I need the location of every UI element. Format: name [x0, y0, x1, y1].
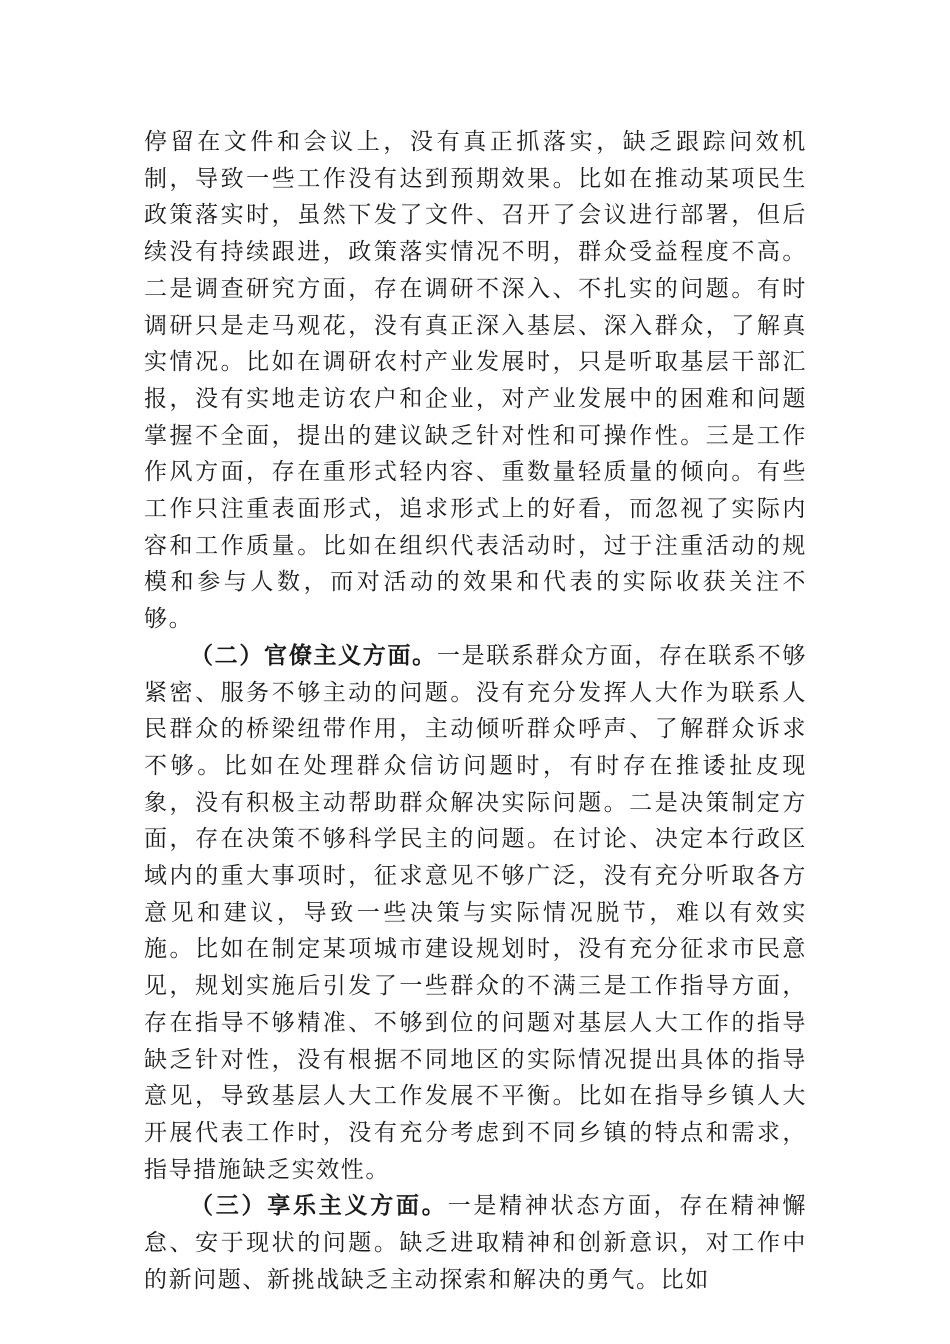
- paragraph-bureaucratism: [144, 638, 807, 1189]
- paragraph-text: 一是精神状态方面，存在精神懈怠、安于现状的问题。缺乏进取精神和创新意识，对工作中的新问题、新挑战缺乏主动探索和解决的勇气。比如: [144, 1193, 807, 1293]
- document-page: [144, 124, 807, 1299]
- paragraph-text: 一是联系群众方面，存在联系不够紧密、服务不够主动的问题。没有充分发挥人大作为联系人民群众的桥梁纽带作用，主动倾听群众呼声、了解群众诉求不够。比如在处理群众信访问题时，有时存在推诿扯皮现象，没有积极主动帮助群众解决实际问题。二是决策制定方面，存在决策不够科学民主的问题。在讨论、决定本行政区域内的重大事项时，征求意见不够广泛，没有充分听取各方意见和建议，导致一些决策与实际情况脱节，难以有效实施。比如在制定某项城市建设规划时，没有充分征求市民意见，规划实施后引发了一些群众的不满三是工作指导方面，存在指导不够精准、不够到位的问题对基层人大工作的指导缺乏针对性，没有根据不同地区的实际情况提出具体的指导意见，导致基层人大工作发展不平衡。比如在指导乡镇人大开展代表工作时，没有充分考虑到不同乡镇的特点和需求，指导措施缺乏实效性。: [144, 642, 808, 1183]
- paragraph-hedonism: [144, 1188, 807, 1298]
- paragraph-continuation: [144, 124, 807, 638]
- section-heading-bureaucratism: （二）官僚主义方面。: [190, 641, 437, 669]
- section-heading-hedonism: （三）享乐主义方面。: [190, 1192, 448, 1220]
- paragraph-text: 停留在文件和会议上，没有真正抓落实，缺乏跟踪问效机制，导致一些工作没有达到预期效果。比如在推动某项民生政策落实时，虽然下发了文件、召开了会议进行部署，但后续没有持续跟进，政策落实情况不明，群众受益程度不高。二是调查研究方面，存在调研不深入、不扎实的问题。有时调研只是走马观花，没有真正深入基层、深入群众，了解真实情况。比如在调研农村产业发展时，只是听取基层干部汇报，没有实地走访农户和企业，对产业发展中的困难和问题掌握不全面，提出的建议缺乏针对性和可操作性。三是工作作风方面，存在重形式轻内容、重数量轻质量的倾向。有些工作只注重表面形式，追求形式上的好看，而忽视了实际内容和工作质量。比如在组织代表活动时，过于注重活动的规模和参与人数，而对活动的效果和代表的实际收获关注不够。: [144, 129, 807, 633]
